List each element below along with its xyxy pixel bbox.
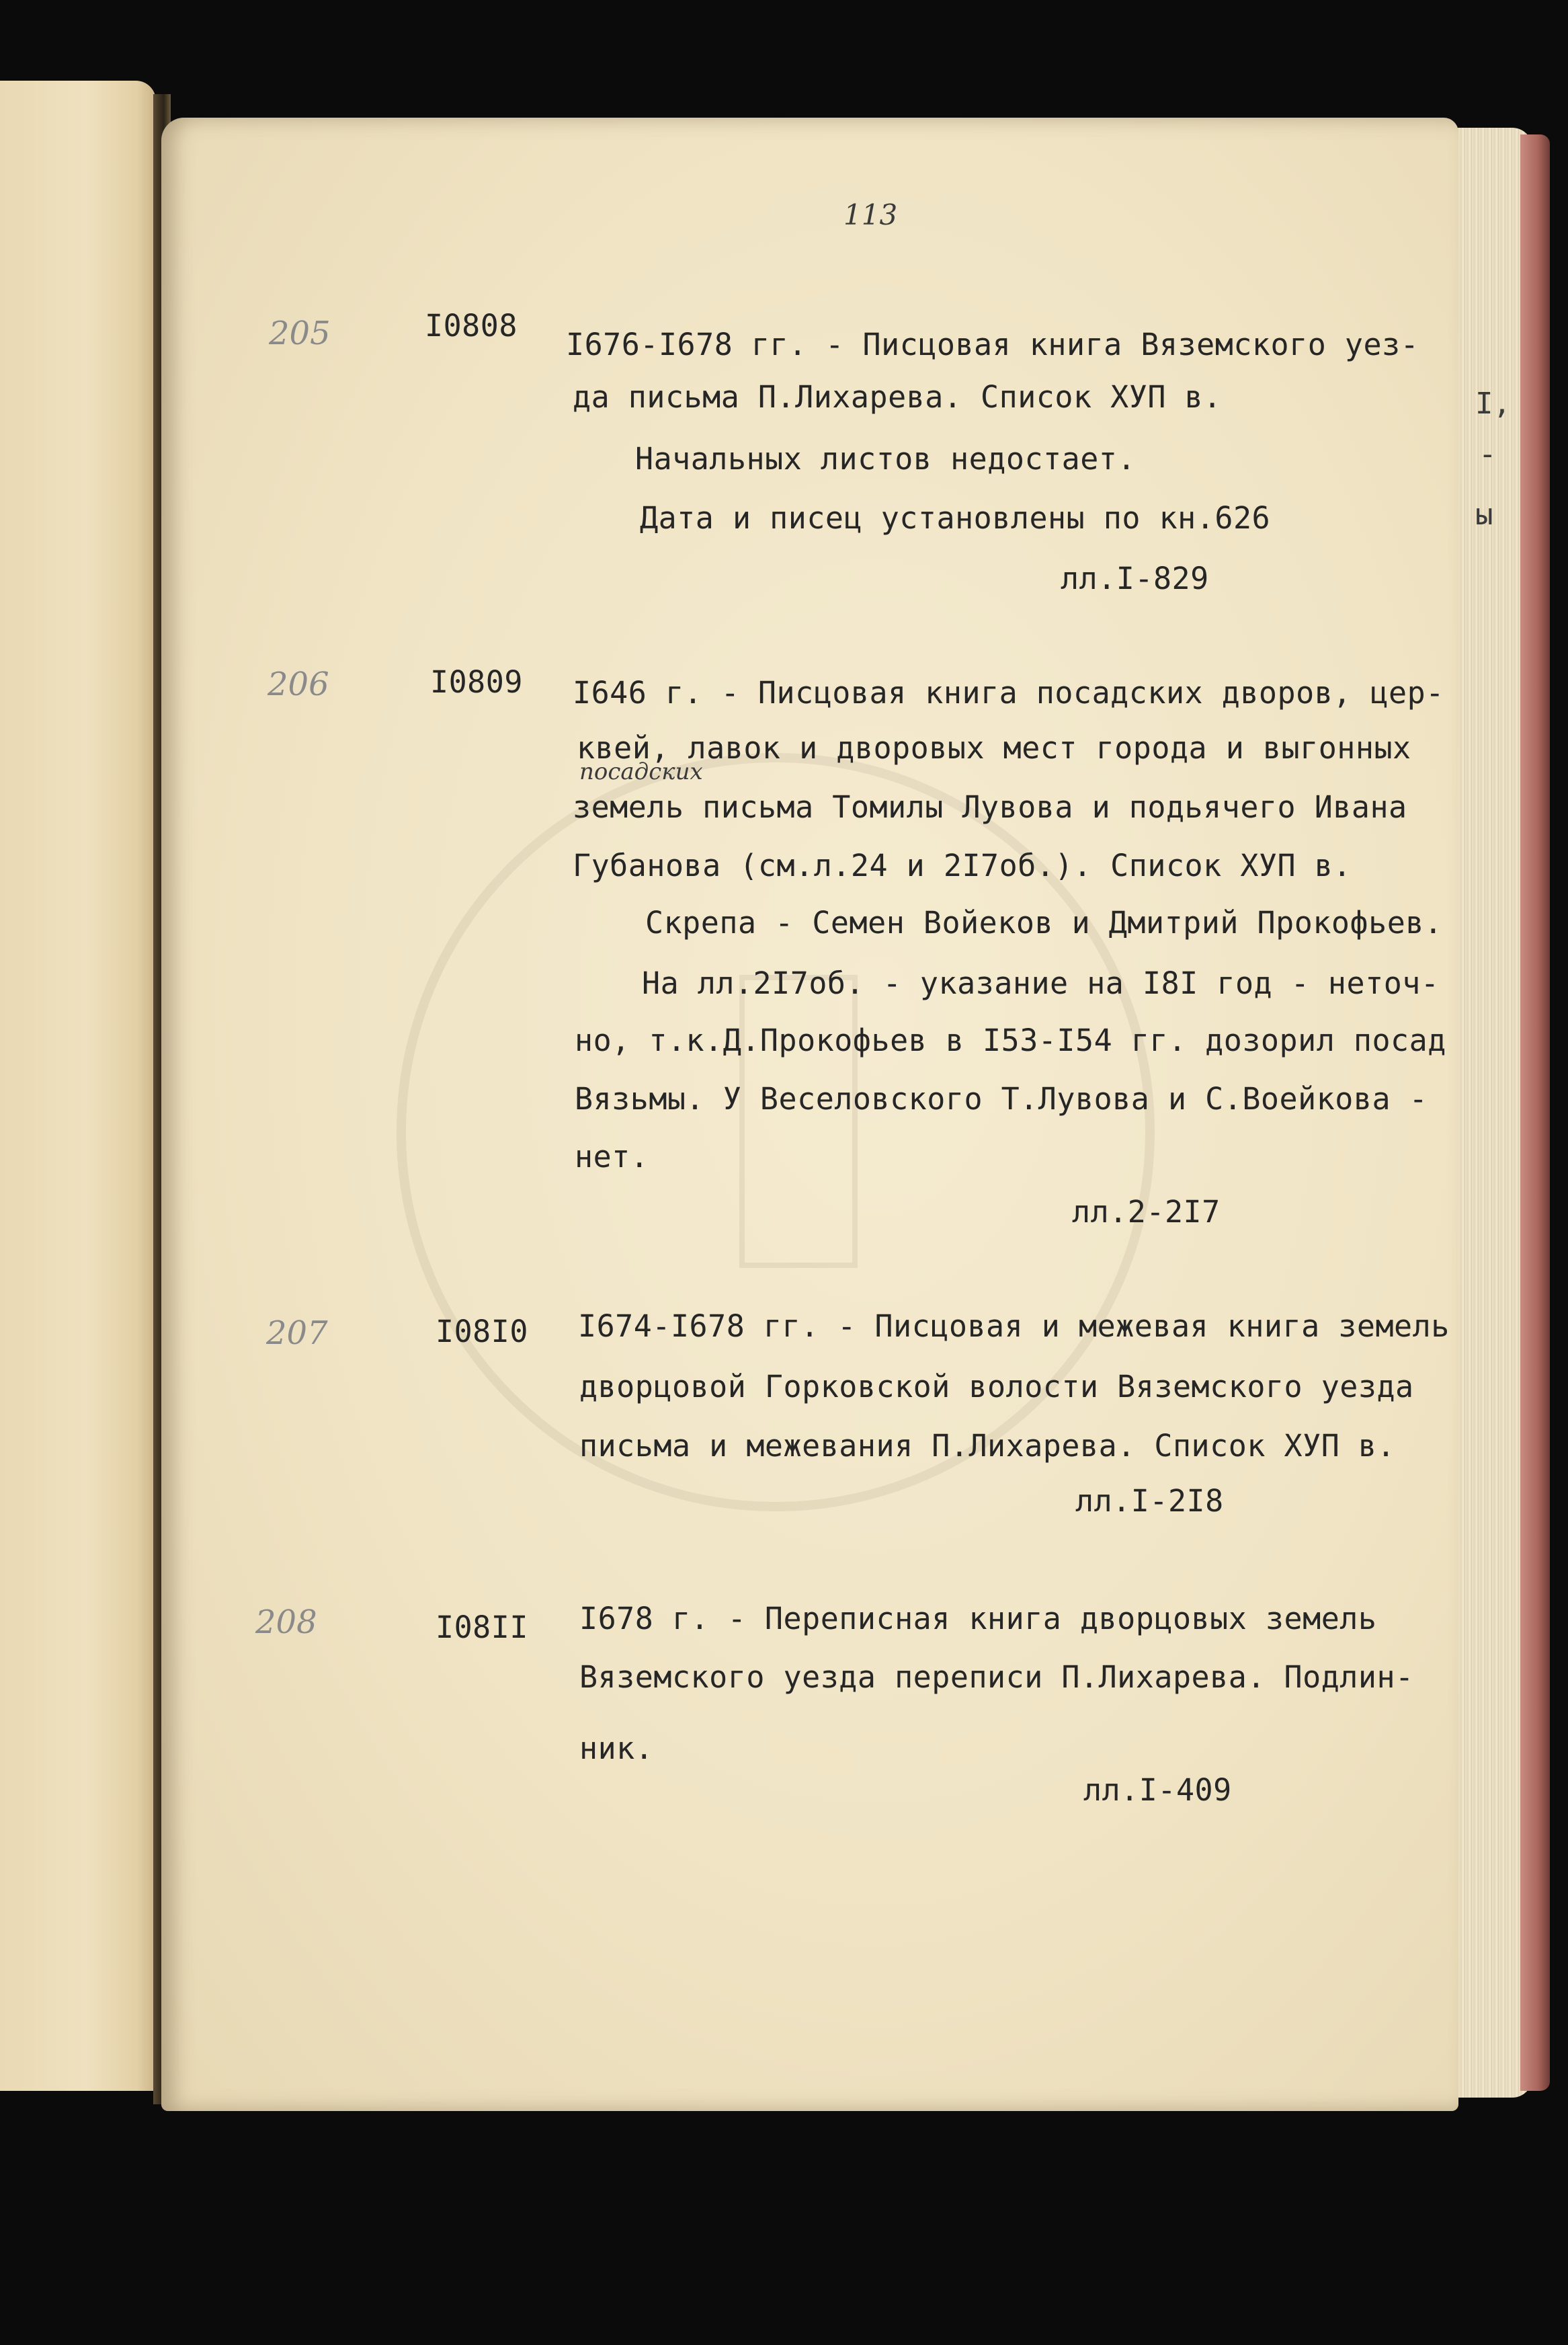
entry-line: Губанова (см.л.24 и 2I7об.). Список ХУП в. <box>573 848 1352 883</box>
entry-sequence-number: 208 <box>255 1603 317 1641</box>
entry-code: I0808 <box>425 308 518 344</box>
entry-sequence-number: 207 <box>266 1314 328 1352</box>
entry-line: но, т.к.Д.Прокофьев в I53-I54 гг. дозорил посад <box>575 1023 1446 1058</box>
edge-mark: ы <box>1475 498 1493 532</box>
entry-line: I674-I678 гг. - Писцовая и межевая книга земель <box>578 1308 1450 1344</box>
edge-mark: - <box>1479 437 1497 471</box>
entry-code: I08II <box>436 1609 528 1645</box>
entry-line: I646 г. - Писцовая книга посадских дворов, цер- <box>573 675 1444 711</box>
page-number: 113 <box>843 198 898 231</box>
entry-code: I0809 <box>430 664 523 700</box>
entry-sequence-number: 205 <box>269 315 331 352</box>
entry-line: ник. <box>579 1731 654 1766</box>
entry-folios: лл.2-2I7 <box>1072 1194 1221 1230</box>
watermark-seal <box>739 975 858 1268</box>
entry-line: I678 г. - Переписная книга дворцовых земель <box>579 1601 1377 1636</box>
left-facing-page <box>0 81 156 2091</box>
entry-line: Вязьмы. У Веселовского Т.Лувова и С.Воейкова - <box>575 1081 1428 1117</box>
book-cover-edge <box>1520 134 1550 2091</box>
entry-folios: лл.I-829 <box>1061 561 1209 596</box>
entry-line: Дата и писец установлены по кн.626 <box>640 500 1271 536</box>
entry-line: Скрепа - Семен Войеков и Дмитрий Прокофьев. <box>645 905 1443 941</box>
entry-line: На лл.2I7об. - указание на I8I год - неточ- <box>642 965 1440 1001</box>
entry-line: нет. <box>575 1139 649 1175</box>
handwritten-annotation: посадских <box>579 758 703 785</box>
entry-line: письма и межевания П.Лихарева. Список ХУП в. <box>579 1428 1396 1464</box>
entry-line: дворцовой Горковской волости Вяземского уезда <box>579 1369 1414 1404</box>
entry-folios: лл.I-409 <box>1083 1772 1232 1808</box>
edge-mark: I, <box>1475 387 1511 421</box>
entry-line: земель письма Томилы Лувова и подьячего Ивана <box>573 789 1407 825</box>
entry-code: I08I0 <box>436 1314 528 1349</box>
entry-line: Вяземского уезда переписи П.Лихарева. Подлин- <box>579 1659 1414 1695</box>
entry-line: I676-I678 гг. - Писцовая книга Вяземского уез- <box>566 327 1419 362</box>
entry-sequence-number: 206 <box>267 666 329 703</box>
entry-line: да письма П.Лихарева. Список ХУП в. <box>573 379 1222 415</box>
entry-line: квей, лавок и дворовых мест города и выгонных <box>577 730 1411 766</box>
entry-folios: лл.I-2I8 <box>1075 1483 1224 1519</box>
entry-line: Начальных листов недостает. <box>635 441 1136 477</box>
